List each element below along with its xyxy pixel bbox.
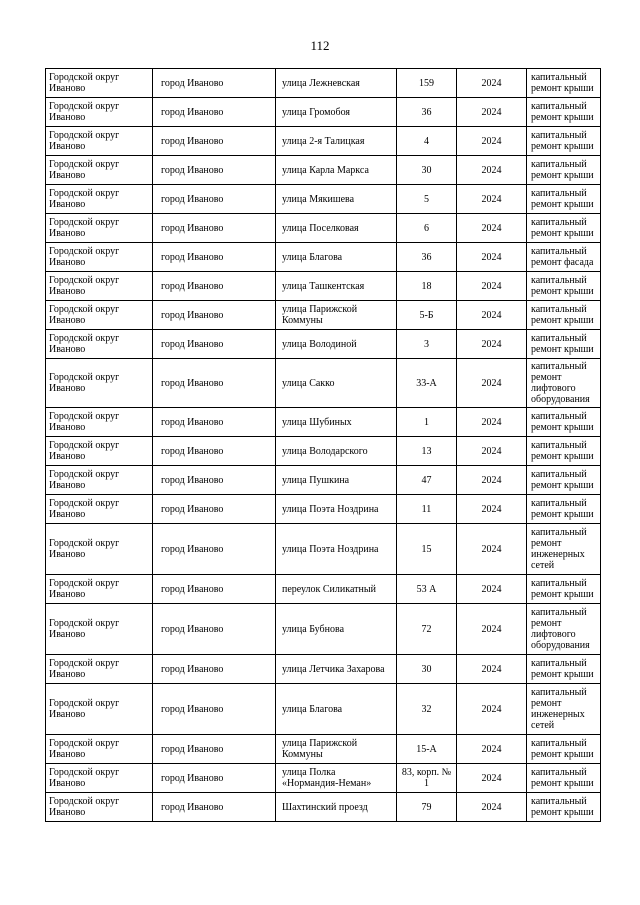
city-cell: город Иваново bbox=[153, 793, 276, 822]
house-number-cell: 47 bbox=[397, 466, 457, 495]
house-number-cell: 6 bbox=[397, 214, 457, 243]
house-number-cell: 5-Б bbox=[397, 301, 457, 330]
work-type-cell: капитальный ремонт крыши bbox=[527, 793, 601, 822]
district-cell: Городской округ Иваново bbox=[46, 684, 153, 735]
city-cell: город Иваново bbox=[153, 69, 276, 98]
year-cell: 2024 bbox=[457, 359, 527, 408]
city-cell: город Иваново bbox=[153, 437, 276, 466]
district-cell: Городской округ Иваново bbox=[46, 359, 153, 408]
house-number-cell: 53 А bbox=[397, 575, 457, 604]
year-cell: 2024 bbox=[457, 466, 527, 495]
district-cell: Городской округ Иваново bbox=[46, 604, 153, 655]
district-cell: Городской округ Иваново bbox=[46, 127, 153, 156]
work-type-cell: капитальный ремонт крыши bbox=[527, 437, 601, 466]
table-row bbox=[46, 495, 601, 524]
street-cell: улица Лежневская bbox=[276, 69, 397, 98]
city-cell: город Иваново bbox=[153, 408, 276, 437]
street-cell: улица Полка «Нормандия-Неман» bbox=[276, 764, 397, 793]
city-cell: город Иваново bbox=[153, 243, 276, 272]
house-number-cell: 33-А bbox=[397, 359, 457, 408]
house-number-cell: 15 bbox=[397, 524, 457, 575]
district-cell: Городской округ Иваново bbox=[46, 735, 153, 764]
street-cell: улица Володарского bbox=[276, 437, 397, 466]
street-cell: улица Мякишева bbox=[276, 185, 397, 214]
work-type-cell: капитальный ремонт крыши bbox=[527, 214, 601, 243]
district-cell: Городской округ Иваново bbox=[46, 272, 153, 301]
table-row bbox=[46, 793, 601, 822]
year-cell: 2024 bbox=[457, 214, 527, 243]
year-cell: 2024 bbox=[457, 655, 527, 684]
district-cell: Городской округ Иваново bbox=[46, 69, 153, 98]
district-cell: Городской округ Иваново bbox=[46, 330, 153, 359]
city-cell: город Иваново bbox=[153, 655, 276, 684]
street-cell: переулок Силикатный bbox=[276, 575, 397, 604]
table-row bbox=[46, 156, 601, 185]
year-cell: 2024 bbox=[457, 684, 527, 735]
year-cell: 2024 bbox=[457, 301, 527, 330]
district-cell: Городской округ Иваново bbox=[46, 764, 153, 793]
year-cell: 2024 bbox=[457, 764, 527, 793]
house-number-cell: 18 bbox=[397, 272, 457, 301]
district-cell: Городской округ Иваново bbox=[46, 408, 153, 437]
street-cell: улица Шубиных bbox=[276, 408, 397, 437]
street-cell: улица Поселковая bbox=[276, 214, 397, 243]
house-number-cell: 11 bbox=[397, 495, 457, 524]
year-cell: 2024 bbox=[457, 575, 527, 604]
house-number-cell: 15-А bbox=[397, 735, 457, 764]
work-type-cell: капитальный ремонт крыши bbox=[527, 735, 601, 764]
work-type-cell: капитальный ремонт фасада bbox=[527, 243, 601, 272]
city-cell: город Иваново bbox=[153, 495, 276, 524]
work-type-cell: капитальный ремонт крыши bbox=[527, 272, 601, 301]
street-cell: улица 2-я Талицкая bbox=[276, 127, 397, 156]
district-cell: Городской округ Иваново bbox=[46, 524, 153, 575]
table-row bbox=[46, 524, 601, 575]
house-number-cell: 32 bbox=[397, 684, 457, 735]
year-cell: 2024 bbox=[457, 735, 527, 764]
street-cell: улица Громобоя bbox=[276, 98, 397, 127]
city-cell: город Иваново bbox=[153, 156, 276, 185]
work-type-cell: капитальный ремонт крыши bbox=[527, 330, 601, 359]
district-cell: Городской округ Иваново bbox=[46, 437, 153, 466]
city-cell: город Иваново bbox=[153, 684, 276, 735]
district-cell: Городской округ Иваново bbox=[46, 793, 153, 822]
table-row bbox=[46, 301, 601, 330]
table-row bbox=[46, 408, 601, 437]
year-cell: 2024 bbox=[457, 495, 527, 524]
street-cell: Шахтинский проезд bbox=[276, 793, 397, 822]
year-cell: 2024 bbox=[457, 408, 527, 437]
work-type-cell: капитальный ремонт крыши bbox=[527, 185, 601, 214]
city-cell: город Иваново bbox=[153, 524, 276, 575]
work-type-cell: капитальный ремонт крыши bbox=[527, 156, 601, 185]
street-cell: улица Благова bbox=[276, 243, 397, 272]
city-cell: город Иваново bbox=[153, 575, 276, 604]
city-cell: город Иваново bbox=[153, 214, 276, 243]
house-number-cell: 79 bbox=[397, 793, 457, 822]
district-cell: Городской округ Иваново bbox=[46, 495, 153, 524]
work-type-cell: капитальный ремонт лифтового оборудования bbox=[527, 359, 601, 408]
work-type-cell: капитальный ремонт крыши bbox=[527, 764, 601, 793]
year-cell: 2024 bbox=[457, 98, 527, 127]
district-cell: Городской округ Иваново bbox=[46, 655, 153, 684]
district-cell: Городской округ Иваново bbox=[46, 98, 153, 127]
work-type-cell: капитальный ремонт крыши bbox=[527, 575, 601, 604]
year-cell: 2024 bbox=[457, 185, 527, 214]
city-cell: город Иваново bbox=[153, 127, 276, 156]
street-cell: улица Летчика Захарова bbox=[276, 655, 397, 684]
house-number-cell: 3 bbox=[397, 330, 457, 359]
district-cell: Городской округ Иваново bbox=[46, 243, 153, 272]
house-number-cell: 72 bbox=[397, 604, 457, 655]
work-type-cell: капитальный ремонт крыши bbox=[527, 408, 601, 437]
street-cell: улица Благова bbox=[276, 684, 397, 735]
district-cell: Городской округ Иваново bbox=[46, 214, 153, 243]
year-cell: 2024 bbox=[457, 793, 527, 822]
city-cell: город Иваново bbox=[153, 466, 276, 495]
table-row bbox=[46, 655, 601, 684]
street-cell: улица Сакко bbox=[276, 359, 397, 408]
city-cell: город Иваново bbox=[153, 330, 276, 359]
table-row bbox=[46, 604, 601, 655]
city-cell: город Иваново bbox=[153, 272, 276, 301]
table-row bbox=[46, 330, 601, 359]
house-number-cell: 4 bbox=[397, 127, 457, 156]
table-row bbox=[46, 359, 601, 408]
street-cell: улица Ташкентская bbox=[276, 272, 397, 301]
year-cell: 2024 bbox=[457, 604, 527, 655]
street-cell: улица Парижской Коммуны bbox=[276, 735, 397, 764]
table-row bbox=[46, 684, 601, 735]
year-cell: 2024 bbox=[457, 127, 527, 156]
table-row bbox=[46, 764, 601, 793]
street-cell: улица Поэта Ноздрина bbox=[276, 524, 397, 575]
street-cell: улица Карла Маркса bbox=[276, 156, 397, 185]
table-row bbox=[46, 69, 601, 98]
table-row bbox=[46, 243, 601, 272]
year-cell: 2024 bbox=[457, 524, 527, 575]
city-cell: город Иваново bbox=[153, 735, 276, 764]
street-cell: улица Пушкина bbox=[276, 466, 397, 495]
year-cell: 2024 bbox=[457, 69, 527, 98]
year-cell: 2024 bbox=[457, 437, 527, 466]
district-cell: Городской округ Иваново bbox=[46, 185, 153, 214]
house-number-cell: 13 bbox=[397, 437, 457, 466]
house-number-cell: 36 bbox=[397, 243, 457, 272]
street-cell: улица Парижской Коммуны bbox=[276, 301, 397, 330]
work-type-cell: капитальный ремонт крыши bbox=[527, 301, 601, 330]
district-cell: Городской округ Иваново bbox=[46, 301, 153, 330]
city-cell: город Иваново bbox=[153, 185, 276, 214]
table-row bbox=[46, 466, 601, 495]
table-row bbox=[46, 127, 601, 156]
year-cell: 2024 bbox=[457, 330, 527, 359]
city-cell: город Иваново bbox=[153, 98, 276, 127]
year-cell: 2024 bbox=[457, 243, 527, 272]
table-row bbox=[46, 272, 601, 301]
house-number-cell: 30 bbox=[397, 156, 457, 185]
table-row bbox=[46, 575, 601, 604]
house-number-cell: 159 bbox=[397, 69, 457, 98]
city-cell: город Иваново bbox=[153, 359, 276, 408]
street-cell: улица Володиной bbox=[276, 330, 397, 359]
table-row bbox=[46, 214, 601, 243]
district-cell: Городской округ Иваново bbox=[46, 575, 153, 604]
year-cell: 2024 bbox=[457, 156, 527, 185]
street-cell: улица Бубнова bbox=[276, 604, 397, 655]
city-cell: город Иваново bbox=[153, 764, 276, 793]
table-row bbox=[46, 735, 601, 764]
house-number-cell: 83, корп. № 1 bbox=[397, 764, 457, 793]
work-type-cell: капитальный ремонт крыши bbox=[527, 98, 601, 127]
table-row bbox=[46, 437, 601, 466]
work-type-cell: капитальный ремонт инженерных сетей bbox=[527, 684, 601, 735]
house-number-cell: 5 bbox=[397, 185, 457, 214]
year-cell: 2024 bbox=[457, 272, 527, 301]
table-row bbox=[46, 98, 601, 127]
work-type-cell: капитальный ремонт инженерных сетей bbox=[527, 524, 601, 575]
house-number-cell: 30 bbox=[397, 655, 457, 684]
registry-table-body bbox=[46, 69, 601, 822]
district-cell: Городской округ Иваново bbox=[46, 466, 153, 495]
work-type-cell: капитальный ремонт крыши bbox=[527, 495, 601, 524]
street-cell: улица Поэта Ноздрина bbox=[276, 495, 397, 524]
work-type-cell: капитальный ремонт крыши bbox=[527, 127, 601, 156]
house-number-cell: 36 bbox=[397, 98, 457, 127]
district-cell: Городской округ Иваново bbox=[46, 156, 153, 185]
registry-table bbox=[45, 68, 601, 822]
table-row bbox=[46, 185, 601, 214]
house-number-cell: 1 bbox=[397, 408, 457, 437]
work-type-cell: капитальный ремонт лифтового оборудования bbox=[527, 604, 601, 655]
city-cell: город Иваново bbox=[153, 604, 276, 655]
page-number: 112 bbox=[310, 38, 330, 53]
city-cell: город Иваново bbox=[153, 301, 276, 330]
work-type-cell: капитальный ремонт крыши bbox=[527, 466, 601, 495]
work-type-cell: капитальный ремонт крыши bbox=[527, 69, 601, 98]
work-type-cell: капитальный ремонт крыши bbox=[527, 655, 601, 684]
